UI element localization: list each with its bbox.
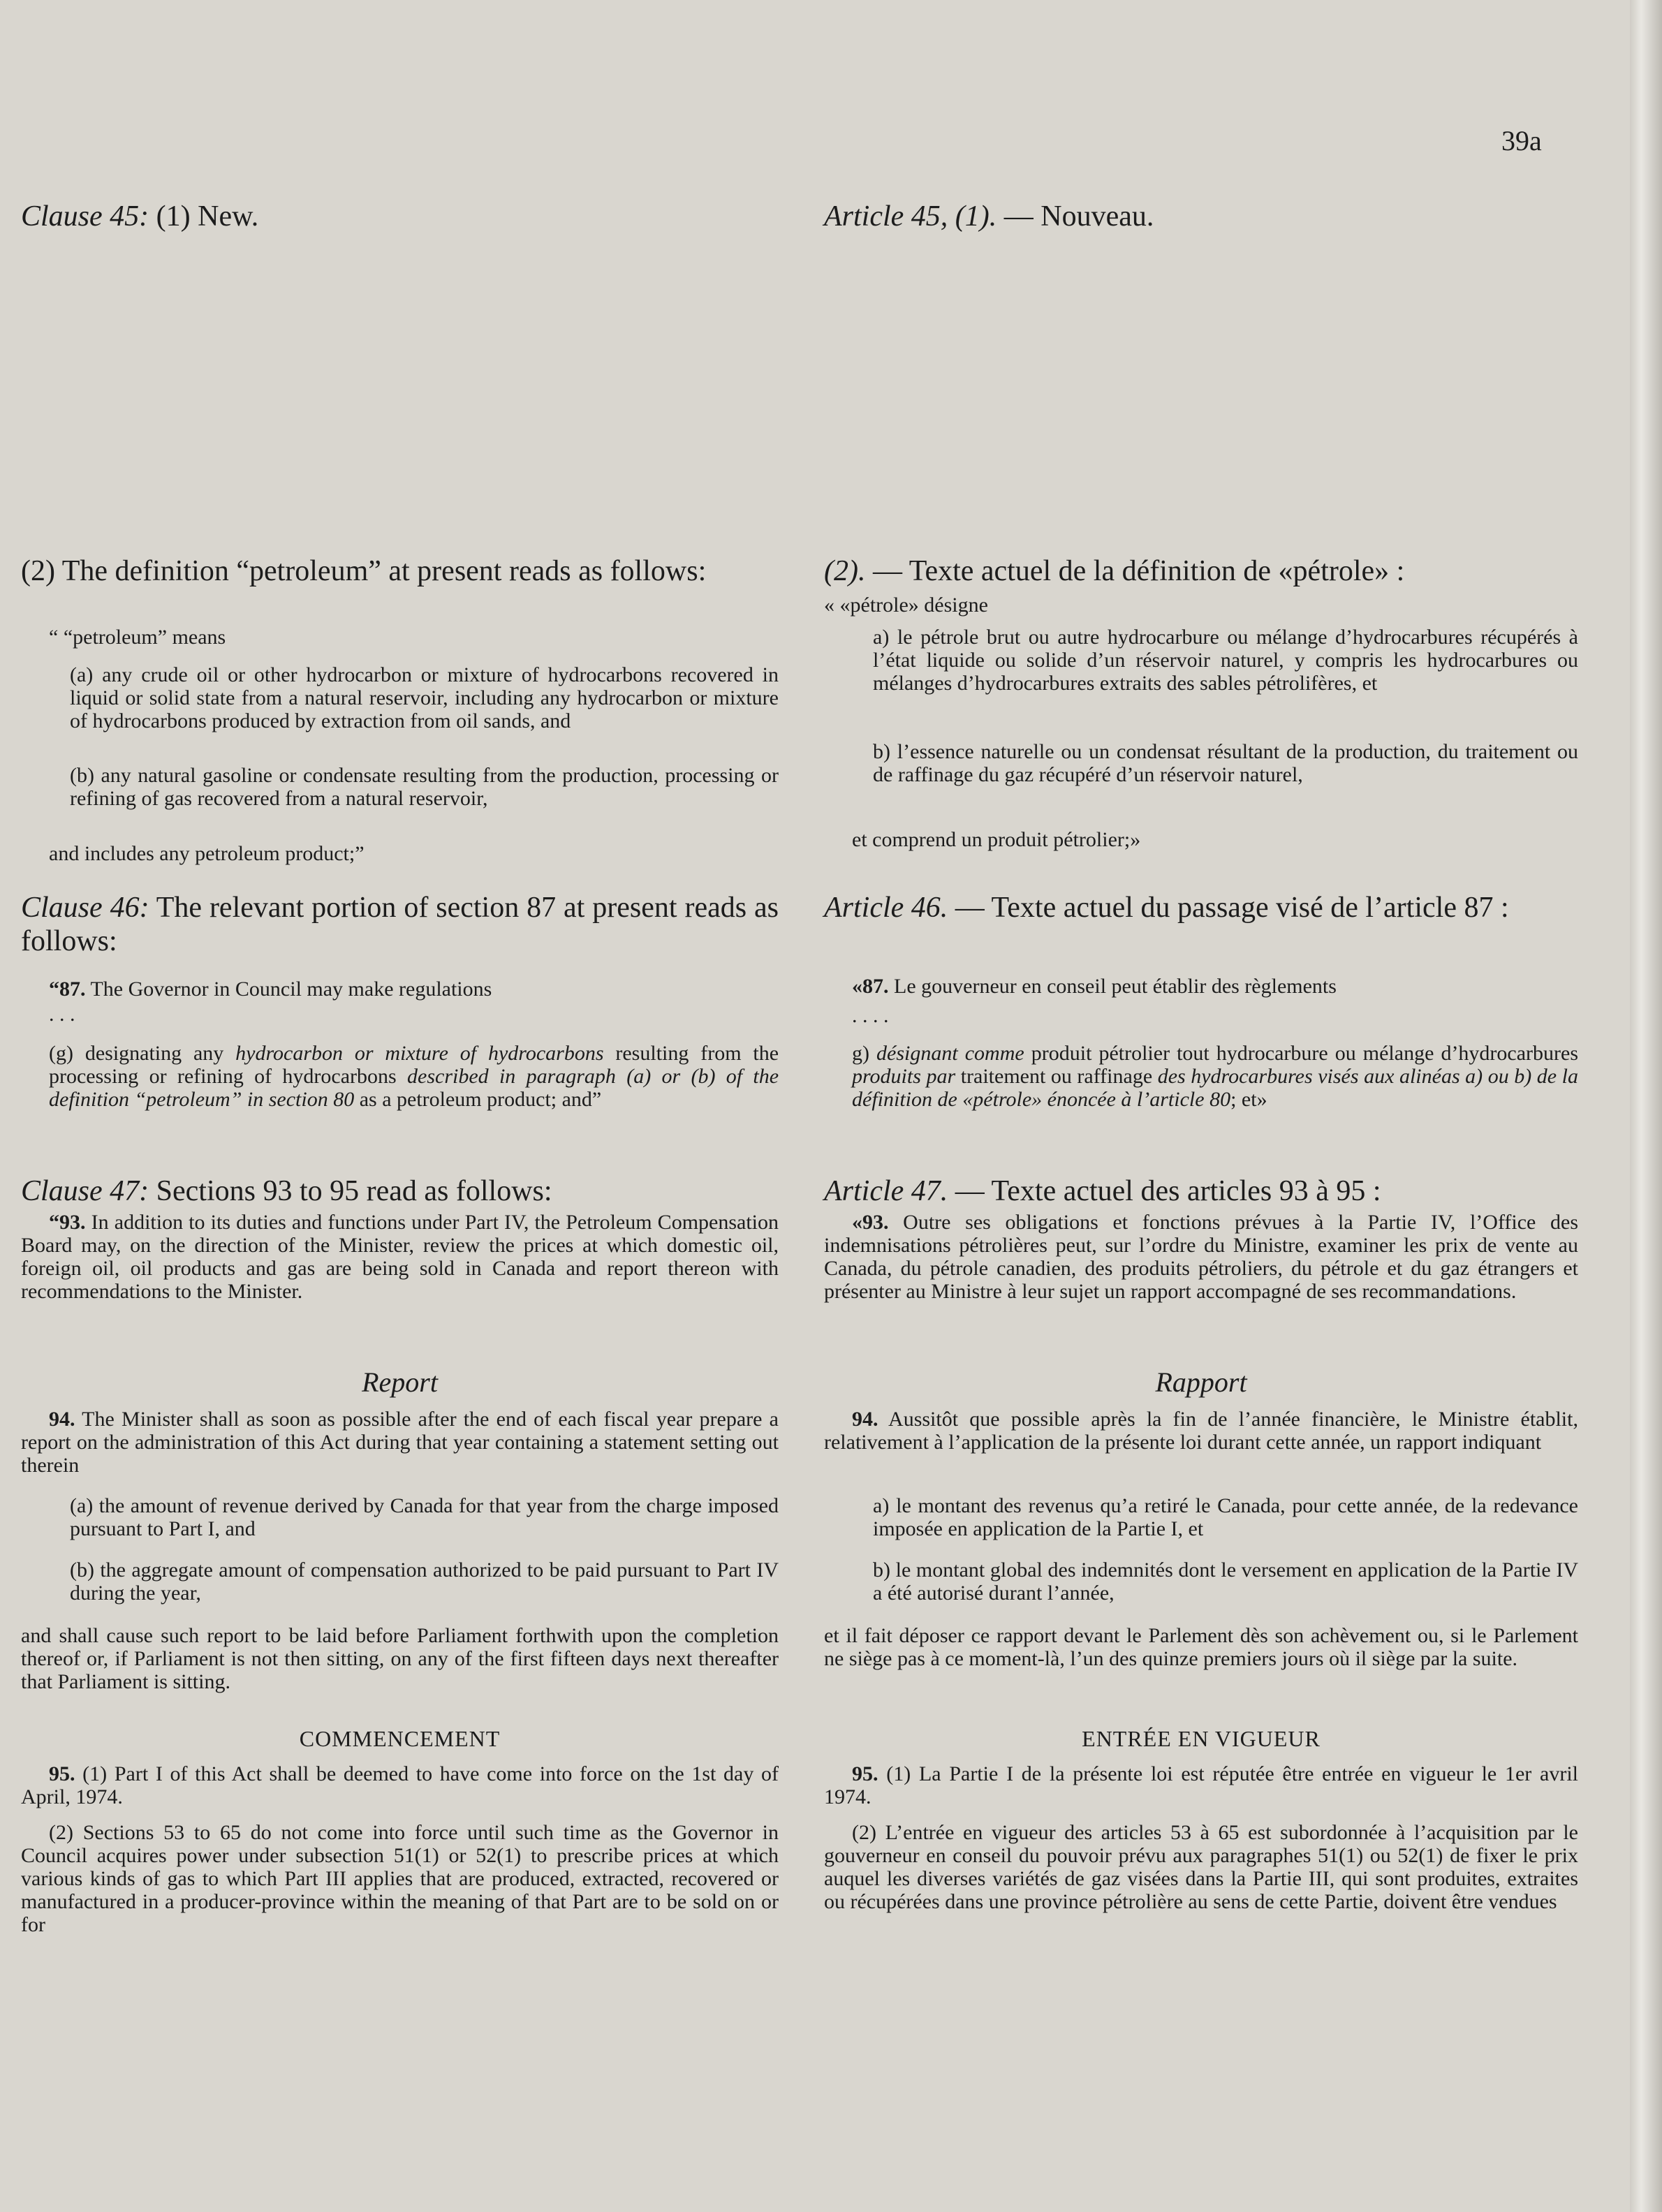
petroleum-tail: and includes any petroleum product;”: [49, 842, 365, 865]
clause-45-heading: [21, 200, 779, 233]
section-94-number: 94.: [49, 1408, 75, 1431]
article-94-tail: et il fait déposer ce rapport devant le Parlement dès son achèvement ou, si le Parlement ne siège pas à ce moment-là, l’un des quinze premiers jours où il siège par la suite.: [824, 1624, 1578, 1670]
article-47-heading: [824, 1174, 1578, 1208]
alinea-g-end: ; et»: [1230, 1088, 1267, 1111]
article-94-para-a: a) le montant des revenus qu’a retiré le Canada, pour cette année, de la redevance imposée en application de la Partie I, et: [873, 1494, 1578, 1540]
article-46-label: Article 46.: [824, 892, 948, 924]
clause-46-label: Clause 46:: [21, 892, 149, 924]
section-94-text: The Minister shall as soon as possible after the end of each fiscal year prepare a report on the administration of this Act during that year containing a statement setting out therein: [21, 1408, 779, 1477]
alinea-g-middle-1: produit pétrolier tout hydrocarbure ou mélange d’hydrocarbures: [1031, 1042, 1579, 1065]
para-g-middle: resulting from the processing or refining of hydrocarbons: [49, 1042, 779, 1088]
petrole-para-b: b) l’essence naturelle ou un condensat résultant de la production, du traitement ou de raffinage du gaz récupéré d’un réservoir naturel,: [873, 740, 1578, 786]
alinea-g-prefix: g): [852, 1042, 869, 1065]
article-46-heading-text: — Texte actuel du passage visé de l’article 87 :: [955, 892, 1509, 924]
section-94-tail: and shall cause such report to be laid before Parliament forthwith upon the completion thereof or, if Parliament is not then sitting, on any of the first fifteen days next thereafter that Parliament is sitting.: [21, 1624, 779, 1693]
section-87-para-g: [21, 1042, 779, 1111]
article-45-2-heading: [824, 554, 1578, 588]
article-94-para-b: b) le montant global des indemnités dont le versement en application de la Partie IV a été autorisé durant l’année,: [873, 1558, 1578, 1605]
para-g-italic-1: hydrocarbon or mixture of hydrocarbons: [235, 1042, 604, 1065]
article-87-intro-text: Le gouverneur en conseil peut établir des règlements: [894, 975, 1337, 998]
clause-47-heading-text: Sections 93 to 95 read as follows:: [156, 1175, 552, 1207]
clause-46-heading-text: The relevant portion of section 87 at present reads as follows:: [21, 892, 779, 957]
petrole-tail: et comprend un produit pétrolier;»: [852, 828, 1141, 851]
article-47-label: Article 47.: [824, 1175, 948, 1207]
article-87-intro: [824, 975, 1578, 998]
section-87-ellipsis: . . .: [49, 1003, 75, 1026]
article-87-number: «87.: [852, 975, 889, 998]
article-47-heading-text: — Texte actuel des articles 93 à 95 :: [955, 1175, 1381, 1207]
section-93-number: “93.: [49, 1211, 86, 1234]
article-93: [824, 1211, 1578, 1303]
section-93: [21, 1211, 779, 1303]
article-45-2-heading-text: — Texte actuel de la définition de «pétrole» :: [872, 555, 1405, 587]
section-87-number: “87.: [49, 978, 86, 1001]
petroleum-para-a: (a) any crude oil or other hydrocarbon or mixture of hydrocarbons recovered in liquid or solid state from a natural reservoir, including any hydrocarbon or mixture of hydrocarbons produced by extraction from oil sands, and: [70, 663, 779, 732]
article-95-2: (2) L’entrée en vigueur des articles 53 à 65 est subordonnée à l’acquisition par le gouverneur en conseil du pouvoir prévu aux paragraphes 51(1) ou 52(1) de fixer le prix auquel les diverses variétés de gaz visées dans la Partie III, qui sont produites, extraites ou récupérées dans une province pétrolière au sens de cette Partie, doivent être vendues: [824, 1821, 1578, 1913]
article-45-2-label: (2).: [824, 555, 866, 587]
para-g-end: as a petroleum product; and”: [359, 1088, 602, 1111]
clause-45-2-heading: (2) The definition “petroleum” at present reads as follows:: [21, 555, 707, 587]
petroleum-para-b: (b) any natural gasoline or condensate resulting from the production, processing or refining of gas recovered from a natural reservoir,: [70, 764, 779, 810]
alinea-g-middle-2: traitement ou raffinage: [960, 1065, 1153, 1088]
article-93-text: Outre ses obligations et fonctions prévues à la Partie IV, l’Office des indemnisations pétrolières peut, sur l’ordre du Ministre, examiner les prix de vente au Canada, du pétrole canadien, des produits pétroliers, du pétrole et du gaz étrangers et présenter au Ministre à leur sujet un rapport accompagné de ses recommandations.: [824, 1211, 1579, 1303]
article-94: [824, 1408, 1578, 1454]
clause-47-label: Clause 47:: [21, 1175, 149, 1207]
petroleum-quote-start: “ “petroleum” means: [49, 626, 226, 649]
alinea-g-italic-2: produits par: [852, 1065, 956, 1088]
section-94-para-a: (a) the amount of revenue derived by Canada for that year from the charge imposed pursuant to Part I, and: [70, 1494, 779, 1540]
petrole-quote-start: « «pétrole» désigne: [824, 593, 988, 617]
article-87-ellipsis: . . . .: [852, 1004, 889, 1027]
section-95-2: (2) Sections 53 to 65 do not come into force until such time as the Governor in Council acquires power under subsection 51(1) or 52(1) to prescribe prices at which various kinds of gas to which Part III applies that are produced, extracted, recovered or manufactured in a producer-province within the meaning of that Part are to be sold on or for: [21, 1821, 779, 1936]
entree-en-vigueur-heading: ENTRÉE EN VIGUEUR: [1082, 1726, 1321, 1751]
article-94-text: Aussitôt que possible après la fin de l’année financière, le Ministre établit, relativement à l’application de la présente loi durant cette année, un rapport indiquant: [824, 1408, 1578, 1454]
page-number: 39a: [1501, 125, 1542, 156]
clause-45-text: (1) New.: [156, 200, 259, 233]
section-87-intro-text: The Governor in Council may make regulations: [90, 978, 492, 1001]
article-95-1-text: (1) La Partie I de la présente loi est réputée être entrée en vigueur le 1er avril 1974.: [824, 1762, 1578, 1808]
clause-45-label: Clause 45:: [21, 200, 149, 233]
article-45-label: Article 45, (1).: [824, 200, 997, 233]
section-95-1: [21, 1762, 779, 1808]
commencement-heading: COMMENCEMENT: [299, 1726, 501, 1751]
article-46-heading: [824, 891, 1578, 924]
rapport-heading: Rapport: [1155, 1366, 1247, 1398]
clause-47-heading: [21, 1174, 779, 1208]
section-95-number: 95.: [49, 1762, 75, 1785]
section-93-text: In addition to its duties and functions under Part IV, the Petroleum Compensation Board may, on the direction of the Minister, review the prices at which domestic oil, foreign oil, oil products and gas are being sold in Canada and report thereon with recommendations to the Minister.: [21, 1211, 779, 1303]
section-94: [21, 1408, 779, 1477]
article-95-number: 95.: [852, 1762, 878, 1785]
petrole-para-a: a) le pétrole brut ou autre hydrocarbure ou mélange d’hydrocarbures récupérés à l’état liquide ou solide d’un réservoir naturel, y compris les hydrocarbures ou mélanges d’hydrocarbures extraits des sables pétrolifères, et: [873, 626, 1578, 695]
article-93-number: «93.: [852, 1211, 889, 1234]
section-95-1-text: (1) Part I of this Act shall be deemed to have come into force on the 1st day of April, 1974.: [21, 1762, 779, 1808]
alinea-g-italic-3: des hydrocarbures visés aux alinéas a) ou b) de la définition de «pétrole» énoncée à l’article 80: [852, 1065, 1579, 1111]
article-95-1: [824, 1762, 1578, 1808]
article-45-heading: [824, 200, 1578, 233]
alinea-g-italic-1: désignant comme: [876, 1042, 1024, 1065]
report-heading: Report: [362, 1366, 438, 1398]
page-edge: [1630, 0, 1662, 2212]
article-94-number: 94.: [852, 1408, 878, 1431]
article-45-text: — Nouveau.: [1003, 200, 1154, 233]
section-94-para-b: (b) the aggregate amount of compensation authorized to be paid pursuant to Part IV during the year,: [70, 1558, 779, 1605]
clause-46-heading: [21, 891, 779, 958]
section-87-intro: [21, 978, 779, 1001]
para-g-italic-2: described in paragraph (a) or (b) of the definition “petroleum” in section 80: [49, 1065, 779, 1111]
article-87-para-g: [824, 1042, 1578, 1111]
para-g-prefix: (g) designating any: [49, 1042, 224, 1065]
